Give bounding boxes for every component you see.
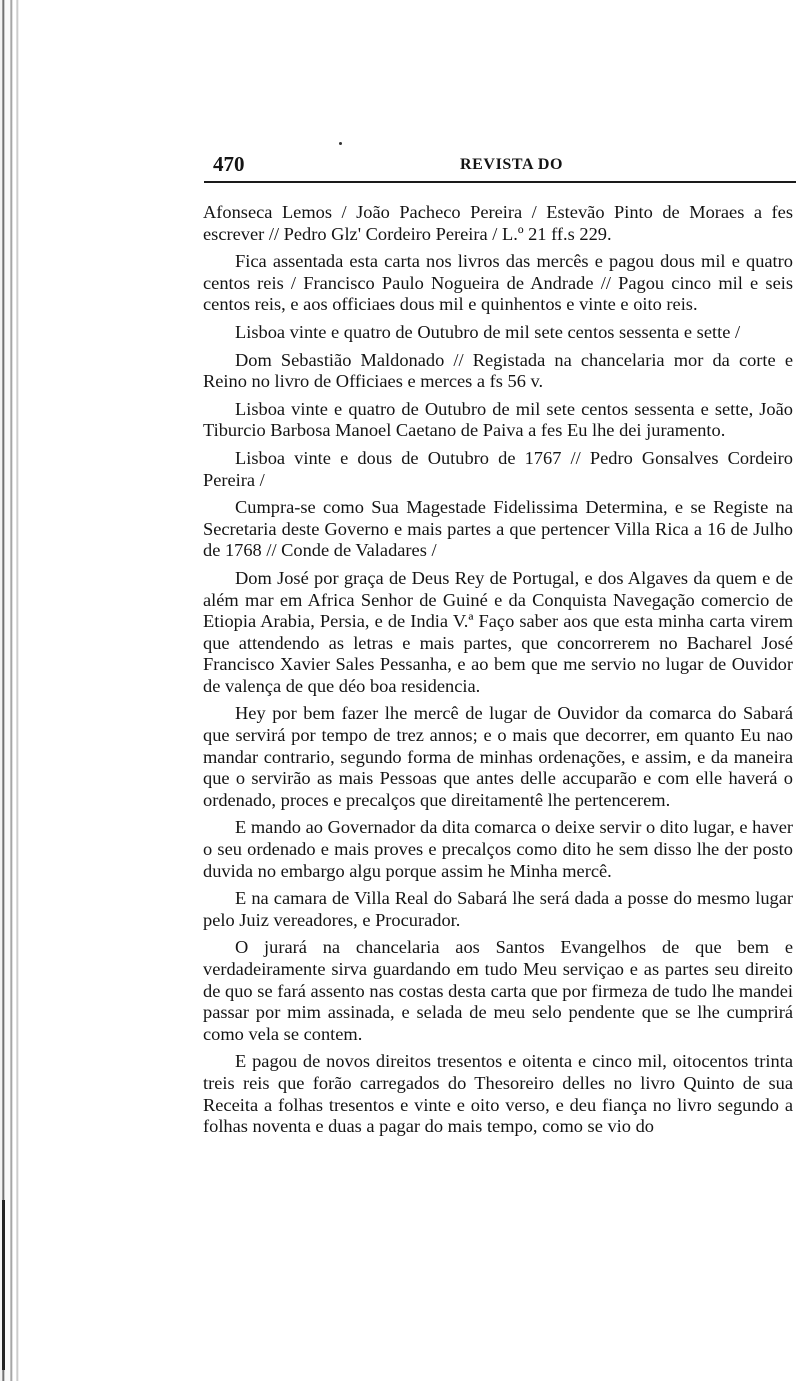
paragraph-3: Lisboa vinte e quatro de Outubro de mil sete centos sessenta e sette / <box>235 321 741 342</box>
paragraph-13: E pagou de novos direitos tresentos e oitenta e cinco mil, oitocentos trinta treis reis que forão carregados do Thesoreiro delles no livro Quinto de sua Receita a folhas tresentos e vinte e oito verso, e deu fiança no livro segundo a folhas noventa e duas a pagar do mais tempo, como se vio do <box>203 1051 793 1137</box>
paragraph-10: E mando ao Governador da dita comarca o deixe servir o dito lugar, e haver o seu ordenado e mais proves e precalços como dito he sem disso lhe der posto duvida no embargo algu porque assim he Minha mercê. <box>203 817 793 881</box>
header-rule <box>204 181 796 183</box>
paragraph-9: Hey por bem fazer lhe mercê de lugar de Ouvidor da comarca do Sabará que servirá por tempo de trez annos; e o mais que decorrer, em quanto Eu nao mandar contrario, segundo forma de minhas ordenações, e assim, e da maneira que o servirão as mais Pessoas que antes delle accuparão e com elle haverá o ordenado, proces e precalços que direitamentê lhe pertencerem. <box>203 703 793 810</box>
print-speck <box>339 142 342 145</box>
page-header <box>204 144 796 184</box>
page-body <box>203 202 793 1144</box>
paragraph-5: Lisboa vinte e quatro de Outubro de mil sete centos sessenta e sette, João Tiburcio Barbosa Manoel Caetano de Paiva a fes Eu lhe dei juramento. <box>203 398 793 441</box>
paragraph-6: Lisboa vinte e dous de Outubro de 1767 // Pedro Gonsalves Cordeiro Pereira / <box>203 447 793 490</box>
paragraph-12: O jurará na chancelaria aos Santos Evangelhos de que bem e verdadeiramente sirva guardando em tudo Meu serviçao e as partes seu direito de quo se fará assento nas costas desta carta que por firmeza de tudo lhe mandei passar por mim assinada, e selada de meu selo pendente que se lhe cumprirá como vela se contem. <box>203 937 793 1044</box>
paragraph-7: Cumpra-se como Sua Magestade Fidelissima Determina, e se Registe na Secretaria deste Governo e mais partes a que pertencer Villa Rica a 16 de Julho de 1768 // Conde de Valadares / <box>203 497 793 561</box>
paragraph-8: Dom José por graça de Deus Rey de Portugal, e dos Algaves da quem e de além mar em Africa Senhor de Guiné e da Conquista Navegação comercio de Etiopia Arabia, Persia, e de India V.ª Faço saber aos que esta minha carta virem que attendendo as letras e mais partes, que concorrerem no Bacharel José Francisco Xavier Sales Pessanha, e ao bem que me servio no lugar de Ouvidor de valença de que déo boa residencia. <box>203 567 793 696</box>
paragraph-2: Fica assentada esta carta nos livros das mercês e pagou dous mil e quatro centos reis / Francisco Paulo Nogueira de Andrade // Pagou cinco mil e seis centos reis, e aos officiaes dous mil e quinhentos e vinte e oito reis. <box>203 251 793 315</box>
paragraph-4: Dom Sebastião Maldonado // Registada na chancelaria mor da corte e Reino no livro de Officiaes e merces a fs 56 v. <box>203 349 793 392</box>
running-title: REVISTA DO <box>460 156 564 173</box>
page-number: 470 <box>213 152 245 176</box>
book-spine-edge <box>0 0 22 1381</box>
paragraph-11: E na camara de Villa Real do Sabará lhe será dada a posse do mesmo lugar pelo Juiz vereadores, e Procurador. <box>203 888 793 930</box>
spine-shadow <box>2 1200 5 1370</box>
paragraph-1: Afonseca Lemos / João Pacheco Pereira / Estevão Pinto de Moraes a fes escrever // Pedro Glz' Cordeiro Pereira / L.º 21 ff.s 229. <box>203 202 793 244</box>
